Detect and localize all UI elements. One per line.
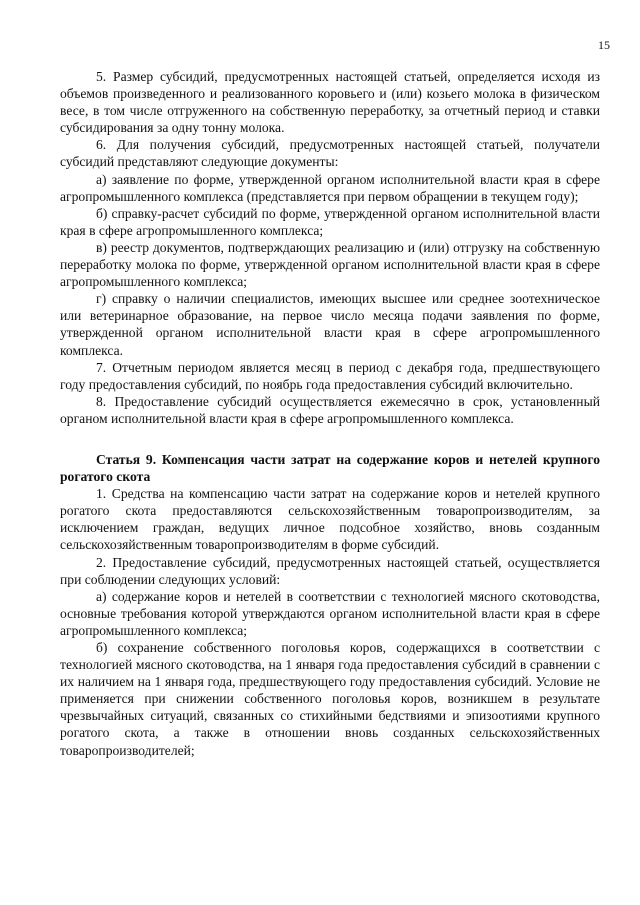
list-item-application: а) заявление по форме, утвержденной органом исполнительной власти края в сфере агропромышленного комплекса (представляется при первом обращении в текущем году); xyxy=(60,171,600,204)
paragraph-reporting-period: 7. Отчетным периодом является месяц в период с декабря года, предшествующего году предоставления субсидий, по ноябрь года предоставления субсидий включительно. xyxy=(60,359,600,392)
section-spacer xyxy=(60,427,600,451)
paragraph-subsidy-size: 5. Размер субсидий, предусмотренных настоящей статьей, определяется исходя из объемов произведенного и реализованного коровьего и (или) козьего молока в физическом весе, в том числе отгруженного на собственную переработку, за отчетный период и ставки субсидирования за одну тонну молока. xyxy=(60,69,600,136)
document-body xyxy=(60,68,600,759)
list-item-registry: в) реестр документов, подтверждающих реализацию и (или) отгрузку на собственную переработку молока по форме, утвержденной органом исполнительной власти края в сфере агропромышленного комплекса; xyxy=(60,239,600,290)
paragraph-provision-schedule: 8. Предоставление субсидий осуществляется ежемесячно в срок, установленный органом исполнительной власти края в сфере агропромышленного комплекса. xyxy=(60,393,600,426)
paragraph-required-documents: 6. Для получения субсидий, предусмотренных настоящей статьей, получатели субсидий представляют следующие документы: xyxy=(60,137,600,170)
list-item-herd-preservation: б) сохранение собственного поголовья коров, содержащихся в соответствии с технологией мясного скотоводства, на 1 января года предоставления субсидий в сравнении с их наличием на 1 января года, предшествующего году предоставления субсидий. Условие не применяется при снижении собственного поголовья коров, возникшем в результате чрезвычайных ситуаций, связанных со стихийными бедствиями и эпизоотиями крупного рогатого скота, а также в отношении вновь созданных сельскохозяйственных товаропроизводителей; xyxy=(60,640,600,758)
list-item-specialists: г) справку о наличии специалистов, имеющих высшее или среднее зоотехническое или ветеринарное образование, на первое число месяца подачи заявления по форме, утвержденной органом исполнительной власти края в сфере агропромышленного комплекса. xyxy=(60,291,600,358)
paragraph-compensation-funds: 1. Средства на компенсацию части затрат на содержание коров и нетелей крупного рогатого скота предоставляются сельскохозяйственным товаропроизводителям, за исключением граждан, ведущих личное подсобное хозяйство, вновь созданным сельскохозяйственным товаропроизводителям в форме субсидий. xyxy=(60,486,600,553)
list-item-technology: а) содержание коров и нетелей в соответствии с технологией мясного скотоводства, основные требования которой утверждаются органом исполнительной власти края в сфере агропромышленного комплекса; xyxy=(60,588,600,638)
page-number: 15 xyxy=(598,38,610,52)
article-heading: Статья 9. Компенсация части затрат на содержание коров и нетелей крупного рогатого скота xyxy=(60,451,600,485)
paragraph-conditions: 2. Предоставление субсидий, предусмотренных настоящей статьей, осуществляется при соблюдении следующих условий: xyxy=(60,554,600,587)
list-item-calculation: б) справку-расчет субсидий по форме, утвержденной органом исполнительной власти края в сфере агропромышленного комплекса; xyxy=(60,205,600,238)
